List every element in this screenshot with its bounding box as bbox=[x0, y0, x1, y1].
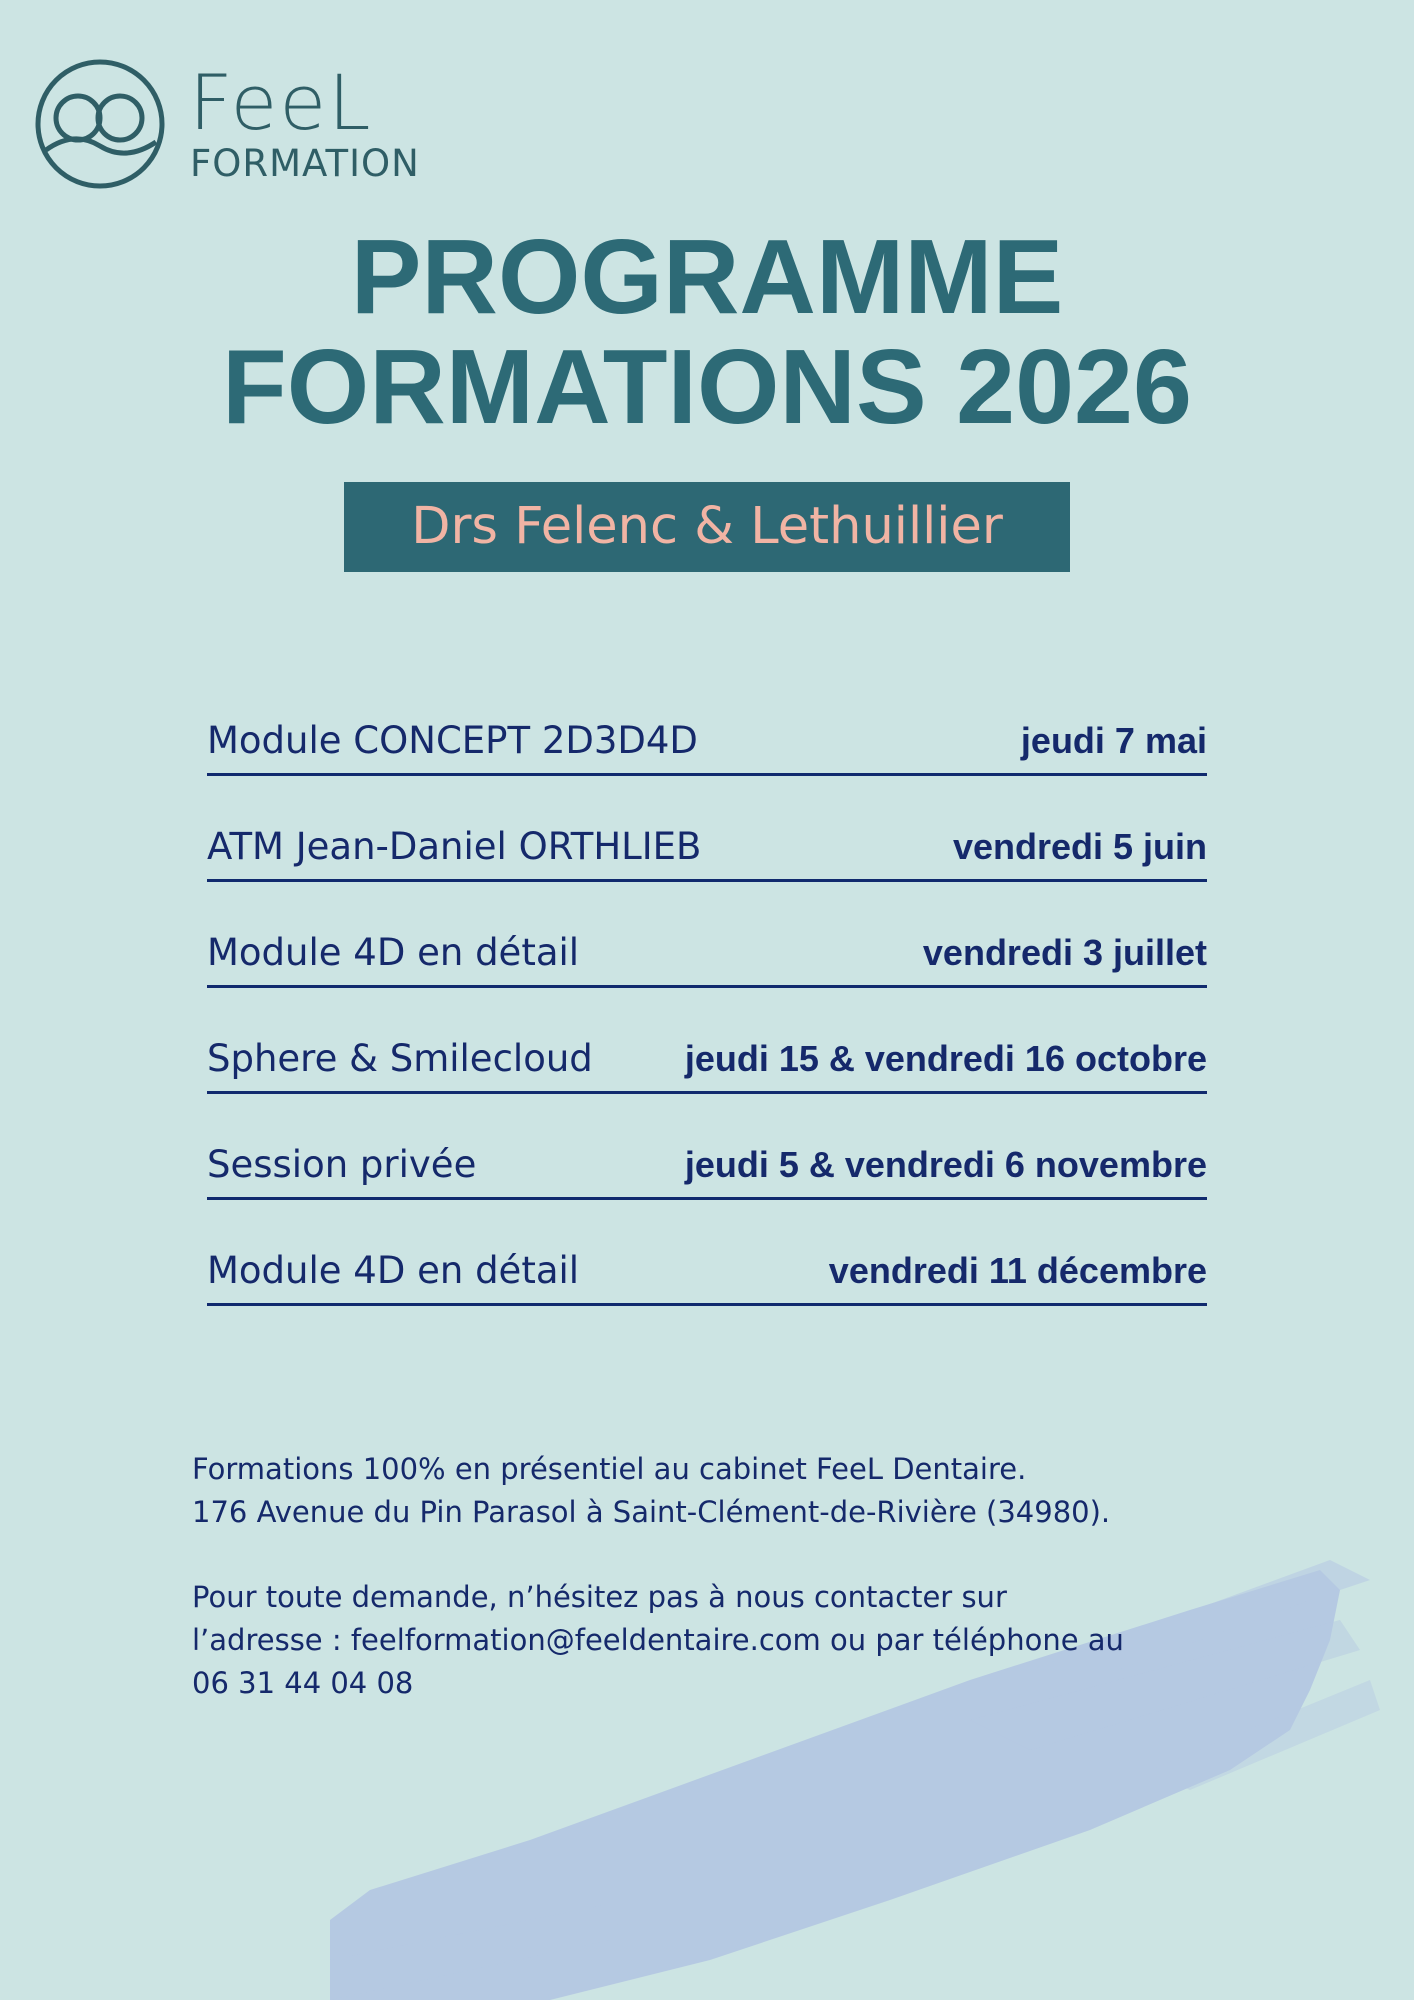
logo-circles-icon bbox=[34, 58, 166, 190]
contact-paragraph bbox=[192, 1576, 1222, 1705]
module-name: Sphere & Smilecloud bbox=[207, 1037, 593, 1080]
contact-line-1: Pour toute demande, n’hésitez pas à nous contacter sur bbox=[192, 1580, 1007, 1614]
location-paragraph bbox=[192, 1448, 1222, 1534]
row-divider bbox=[207, 985, 1207, 988]
title-line-1: PROGRAMME bbox=[350, 218, 1064, 336]
location-line-2: 176 Avenue du Pin Parasol à Saint-Clément-de-Rivière (34980). bbox=[192, 1495, 1111, 1529]
schedule-row bbox=[207, 706, 1207, 812]
page-title bbox=[0, 218, 1414, 446]
row-divider bbox=[207, 773, 1207, 776]
info-block bbox=[192, 1448, 1222, 1747]
schedule-row bbox=[207, 812, 1207, 918]
logo-wordmark: FeeL bbox=[189, 58, 373, 147]
doctors-banner: Drs Felenc & Lethuillier bbox=[344, 482, 1070, 572]
row-divider bbox=[207, 1091, 1207, 1094]
title-line-2: FORMATIONS 2026 bbox=[222, 328, 1192, 446]
schedule-row bbox=[207, 1236, 1207, 1342]
module-name: Module 4D en détail bbox=[207, 1249, 580, 1292]
row-divider bbox=[207, 1303, 1207, 1306]
schedule-row bbox=[207, 1130, 1207, 1236]
module-name: Module CONCEPT 2D3D4D bbox=[207, 719, 698, 762]
module-date: jeudi 7 mai bbox=[1020, 720, 1207, 761]
contact-line-2: l’adresse : feelformation@feeldentaire.com ou par téléphone au bbox=[192, 1623, 1124, 1657]
module-date: vendredi 3 juillet bbox=[922, 932, 1207, 973]
module-date: vendredi 5 juin bbox=[952, 826, 1207, 867]
logo-subtitle: FORMATION bbox=[190, 142, 420, 185]
schedule-row bbox=[207, 1024, 1207, 1130]
module-date: jeudi 5 & vendredi 6 novembre bbox=[684, 1144, 1207, 1185]
location-line-1: Formations 100% en présentiel au cabinet FeeL Dentaire. bbox=[192, 1452, 1027, 1486]
training-schedule bbox=[207, 706, 1207, 1342]
feel-formation-logo bbox=[34, 58, 474, 196]
contact-line-3: 06 31 44 04 08 bbox=[192, 1666, 414, 1700]
module-name: Session privée bbox=[207, 1143, 477, 1186]
row-divider bbox=[207, 879, 1207, 882]
schedule-row bbox=[207, 918, 1207, 1024]
module-date: jeudi 15 & vendredi 16 octobre bbox=[684, 1038, 1207, 1079]
module-name: ATM Jean-Daniel ORTHLIEB bbox=[207, 825, 702, 868]
row-divider bbox=[207, 1197, 1207, 1200]
module-date: vendredi 11 décembre bbox=[828, 1250, 1207, 1291]
module-name: Module 4D en détail bbox=[207, 931, 580, 974]
